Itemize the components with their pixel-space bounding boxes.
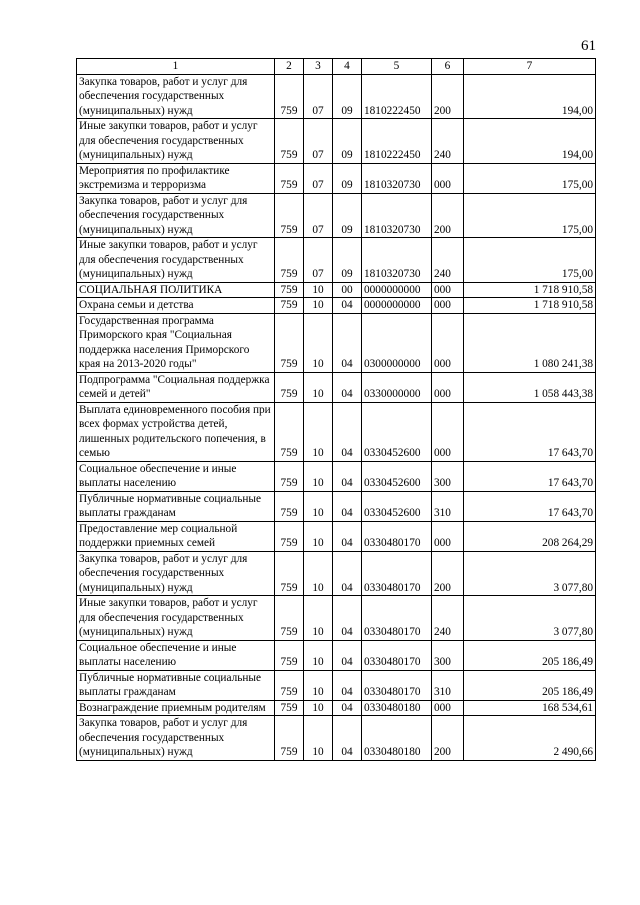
section-code-cell: 10	[304, 521, 333, 551]
ministry-code-cell: 759	[275, 491, 304, 521]
ministry-code-cell: 759	[275, 238, 304, 283]
target-article-cell: 0000000000	[362, 298, 432, 314]
subsection-code-cell: 04	[333, 372, 362, 402]
subsection-code-cell: 09	[333, 74, 362, 119]
subsection-code-cell: 04	[333, 551, 362, 596]
ministry-code-cell: 759	[275, 163, 304, 193]
expense-type-cell: 000	[432, 700, 464, 716]
expense-type-cell: 000	[432, 402, 464, 461]
table-row	[77, 193, 596, 238]
ministry-code-cell: 759	[275, 670, 304, 700]
expense-name-cell: Закупка товаров, работ и услуг для обеспечения государственных (муниципальных) нужд	[77, 716, 275, 761]
subsection-code-cell: 09	[333, 119, 362, 164]
amount-cell: 168 534,61	[464, 700, 596, 716]
ministry-code-cell: 759	[275, 461, 304, 491]
target-article-cell: 0330452600	[362, 461, 432, 491]
column-header-7: 7	[464, 59, 596, 75]
target-article-cell: 0330480170	[362, 551, 432, 596]
table-row	[77, 670, 596, 700]
expense-name-cell: Государственная программа Приморского края "Социальная поддержка населения Приморского края на 2013-2020 годы"	[77, 313, 275, 372]
expense-type-cell: 240	[432, 119, 464, 164]
ministry-code-cell: 759	[275, 193, 304, 238]
subsection-code-cell: 04	[333, 313, 362, 372]
expense-name-cell: СОЦИАЛЬНАЯ ПОЛИТИКА	[77, 282, 275, 298]
subsection-code-cell: 04	[333, 640, 362, 670]
expense-type-cell: 310	[432, 491, 464, 521]
expense-type-cell: 240	[432, 238, 464, 283]
target-article-cell: 0330480180	[362, 716, 432, 761]
table-body	[77, 74, 596, 760]
expense-type-cell: 200	[432, 74, 464, 119]
table-row	[77, 119, 596, 164]
expense-type-cell: 200	[432, 716, 464, 761]
target-article-cell: 1810222450	[362, 119, 432, 164]
table-row	[77, 521, 596, 551]
amount-cell: 17 643,70	[464, 402, 596, 461]
section-code-cell: 10	[304, 298, 333, 314]
ministry-code-cell: 759	[275, 402, 304, 461]
ministry-code-cell: 759	[275, 640, 304, 670]
section-code-cell: 10	[304, 670, 333, 700]
target-article-cell: 0330480170	[362, 521, 432, 551]
section-code-cell: 07	[304, 238, 333, 283]
table-row	[77, 402, 596, 461]
expense-name-cell: Иные закупки товаров, работ и услуг для обеспечения государственных (муниципальных) нужд	[77, 596, 275, 641]
expense-name-cell: Выплата единовременного пособия при всех формах устройства детей, лишенных родительского попечения, в семью	[77, 402, 275, 461]
table-row	[77, 372, 596, 402]
expense-name-cell: Иные закупки товаров, работ и услуг для обеспечения государственных (муниципальных) нужд	[77, 238, 275, 283]
table-row	[77, 238, 596, 283]
target-article-cell: 0330480170	[362, 670, 432, 700]
expense-name-cell: Вознаграждение приемным родителям	[77, 700, 275, 716]
subsection-code-cell: 09	[333, 193, 362, 238]
expense-type-cell: 000	[432, 298, 464, 314]
amount-cell: 1 058 443,38	[464, 372, 596, 402]
ministry-code-cell: 759	[275, 298, 304, 314]
section-code-cell: 10	[304, 700, 333, 716]
ministry-code-cell: 759	[275, 313, 304, 372]
table-row	[77, 700, 596, 716]
expense-name-cell: Закупка товаров, работ и услуг для обеспечения государственных (муниципальных) нужд	[77, 551, 275, 596]
page-number: 61	[581, 38, 596, 54]
section-code-cell: 07	[304, 74, 333, 119]
column-header-5: 5	[362, 59, 432, 75]
target-article-cell: 0330452600	[362, 402, 432, 461]
ministry-code-cell: 759	[275, 716, 304, 761]
table-row	[77, 74, 596, 119]
target-article-cell: 1810320730	[362, 238, 432, 283]
expense-type-cell: 000	[432, 163, 464, 193]
section-code-cell: 10	[304, 551, 333, 596]
column-header-1: 1	[77, 59, 275, 75]
ministry-code-cell: 759	[275, 74, 304, 119]
budget-table	[76, 58, 596, 761]
table-row	[77, 313, 596, 372]
ministry-code-cell: 759	[275, 521, 304, 551]
subsection-code-cell: 04	[333, 670, 362, 700]
expense-name-cell: Социальное обеспечение и иные выплаты населению	[77, 640, 275, 670]
table-row	[77, 640, 596, 670]
section-code-cell: 10	[304, 282, 333, 298]
column-header-4: 4	[333, 59, 362, 75]
section-code-cell: 10	[304, 491, 333, 521]
subsection-code-cell: 04	[333, 700, 362, 716]
amount-cell: 194,00	[464, 119, 596, 164]
section-code-cell: 10	[304, 372, 333, 402]
expense-name-cell: Закупка товаров, работ и услуг для обеспечения государственных (муниципальных) нужд	[77, 74, 275, 119]
expense-type-cell: 300	[432, 640, 464, 670]
expense-name-cell: Иные закупки товаров, работ и услуг для обеспечения государственных (муниципальных) нужд	[77, 119, 275, 164]
table-row	[77, 491, 596, 521]
expense-name-cell: Охрана семьи и детства	[77, 298, 275, 314]
expense-type-cell: 000	[432, 372, 464, 402]
amount-cell: 194,00	[464, 74, 596, 119]
amount-cell: 1 718 910,58	[464, 282, 596, 298]
expense-type-cell: 240	[432, 596, 464, 641]
subsection-code-cell: 04	[333, 521, 362, 551]
section-code-cell: 10	[304, 461, 333, 491]
amount-cell: 17 643,70	[464, 461, 596, 491]
amount-cell: 175,00	[464, 193, 596, 238]
target-article-cell: 0300000000	[362, 313, 432, 372]
section-code-cell: 10	[304, 402, 333, 461]
amount-cell: 3 077,80	[464, 596, 596, 641]
ministry-code-cell: 759	[275, 551, 304, 596]
target-article-cell: 0330480170	[362, 596, 432, 641]
table-row	[77, 596, 596, 641]
table-header-row	[77, 59, 596, 75]
amount-cell: 1 080 241,38	[464, 313, 596, 372]
expense-name-cell: Предоставление мер социальной поддержки приемных семей	[77, 521, 275, 551]
section-code-cell: 10	[304, 640, 333, 670]
expense-name-cell: Публичные нормативные социальные выплаты гражданам	[77, 491, 275, 521]
table-row	[77, 282, 596, 298]
section-code-cell: 07	[304, 119, 333, 164]
target-article-cell: 0000000000	[362, 282, 432, 298]
expense-type-cell: 310	[432, 670, 464, 700]
target-article-cell: 0330480180	[362, 700, 432, 716]
table-row	[77, 163, 596, 193]
expense-type-cell: 000	[432, 313, 464, 372]
ministry-code-cell: 759	[275, 282, 304, 298]
amount-cell: 205 186,49	[464, 640, 596, 670]
subsection-code-cell: 04	[333, 596, 362, 641]
target-article-cell: 0330452600	[362, 491, 432, 521]
expense-name-cell: Мероприятия по профилактике экстремизма и терроризма	[77, 163, 275, 193]
expense-name-cell: Публичные нормативные социальные выплаты гражданам	[77, 670, 275, 700]
table-row	[77, 716, 596, 761]
expense-type-cell: 200	[432, 551, 464, 596]
section-code-cell: 10	[304, 313, 333, 372]
amount-cell: 175,00	[464, 238, 596, 283]
expense-type-cell: 000	[432, 282, 464, 298]
amount-cell: 1 718 910,58	[464, 298, 596, 314]
subsection-code-cell: 04	[333, 716, 362, 761]
subsection-code-cell: 00	[333, 282, 362, 298]
target-article-cell: 1810222450	[362, 74, 432, 119]
expense-name-cell: Социальное обеспечение и иные выплаты населению	[77, 461, 275, 491]
subsection-code-cell: 04	[333, 298, 362, 314]
expense-type-cell: 300	[432, 461, 464, 491]
amount-cell: 205 186,49	[464, 670, 596, 700]
column-header-2: 2	[275, 59, 304, 75]
table-row	[77, 298, 596, 314]
ministry-code-cell: 759	[275, 700, 304, 716]
ministry-code-cell: 759	[275, 372, 304, 402]
subsection-code-cell: 09	[333, 163, 362, 193]
section-code-cell: 07	[304, 193, 333, 238]
ministry-code-cell: 759	[275, 596, 304, 641]
subsection-code-cell: 09	[333, 238, 362, 283]
section-code-cell: 07	[304, 163, 333, 193]
expense-name-cell: Закупка товаров, работ и услуг для обеспечения государственных (муниципальных) нужд	[77, 193, 275, 238]
expense-type-cell: 200	[432, 193, 464, 238]
subsection-code-cell: 04	[333, 491, 362, 521]
section-code-cell: 10	[304, 716, 333, 761]
amount-cell: 208 264,29	[464, 521, 596, 551]
section-code-cell: 10	[304, 596, 333, 641]
amount-cell: 175,00	[464, 163, 596, 193]
amount-cell: 17 643,70	[464, 491, 596, 521]
expense-type-cell: 000	[432, 521, 464, 551]
ministry-code-cell: 759	[275, 119, 304, 164]
target-article-cell: 0330480170	[362, 640, 432, 670]
column-header-6: 6	[432, 59, 464, 75]
expense-name-cell: Подпрограмма "Социальная поддержка семей и детей"	[77, 372, 275, 402]
subsection-code-cell: 04	[333, 461, 362, 491]
subsection-code-cell: 04	[333, 402, 362, 461]
amount-cell: 2 490,66	[464, 716, 596, 761]
column-header-3: 3	[304, 59, 333, 75]
target-article-cell: 0330000000	[362, 372, 432, 402]
target-article-cell: 1810320730	[362, 193, 432, 238]
table-row	[77, 461, 596, 491]
table-row	[77, 551, 596, 596]
target-article-cell: 1810320730	[362, 163, 432, 193]
amount-cell: 3 077,80	[464, 551, 596, 596]
